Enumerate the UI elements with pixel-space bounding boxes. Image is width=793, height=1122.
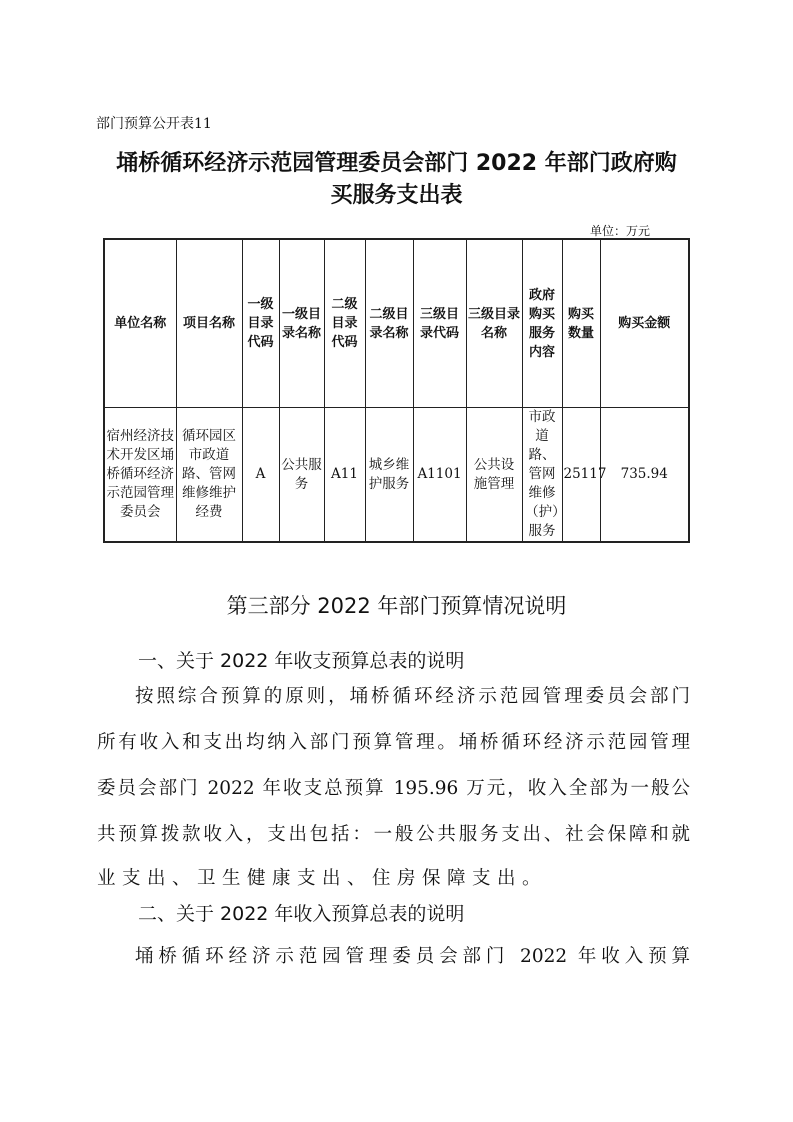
cell-l1-code: A bbox=[242, 408, 279, 543]
title-line-1: 埇桥循环经济示范园管理委员会部门 2022 年部门政府购 bbox=[116, 151, 677, 176]
cell-quantity: 25117 bbox=[562, 408, 600, 543]
purchase-services-table bbox=[103, 238, 690, 543]
header-cell: 二级目录代码 bbox=[324, 239, 365, 408]
section-heading-2: 二、关于 2022 年收入预算总表的说明 bbox=[138, 903, 465, 925]
title-line-2: 买服务支出表 bbox=[330, 183, 463, 208]
cell-l3-code: A1101 bbox=[413, 408, 466, 543]
header-cell: 一级目录代码 bbox=[242, 239, 279, 408]
page-title bbox=[90, 148, 703, 212]
header-cell: 项目名称 bbox=[176, 239, 242, 408]
cell-unit-name: 宿州经济技术开发区埇桥循环经济示范园管理委员会 bbox=[104, 408, 176, 543]
table-row bbox=[104, 408, 689, 543]
cell-l2-name: 城乡维护服务 bbox=[365, 408, 413, 543]
paragraph-line: 共预算拨款收入，支出包括：一般公共服务支出、社会保障和就 bbox=[97, 824, 690, 845]
paragraph-line: 埇桥循环经济示范园管理委员会部门 2022 年收入预算 bbox=[135, 946, 690, 967]
header-cell: 政府购买服务内容 bbox=[522, 239, 562, 408]
header-cell: 购买数量 bbox=[562, 239, 600, 408]
header-cell: 二级目录名称 bbox=[365, 239, 413, 408]
cell-project-name: 循环园区市政道路、管网维修维护经费 bbox=[176, 408, 242, 543]
document-label: 部门预算公开表11 bbox=[96, 116, 212, 132]
paragraph-line: 按照综合预算的原则，埇桥循环经济示范园管理委员会部门 bbox=[135, 686, 690, 707]
section-title: 第三部分 2022 年部门预算情况说明 bbox=[226, 594, 567, 618]
cell-l2-code: A11 bbox=[324, 408, 365, 543]
cell-amount: 735.94 bbox=[600, 408, 689, 543]
header-cell: 三级目录名称 bbox=[466, 239, 522, 408]
table-header-row bbox=[104, 239, 689, 408]
paragraph-line: 委员会部门 2022 年收支总预算 195.96 万元，收入全部为一般公 bbox=[97, 778, 690, 799]
paragraph-line: 业支出、卫生健康支出、住房保障支出。 bbox=[97, 868, 548, 889]
paragraph-line: 所有收入和支出均纳入部门预算管理。埇桥循环经济示范园管理 bbox=[97, 732, 690, 753]
cell-service-content: 市政道路、管网维修（护）服务 bbox=[522, 408, 562, 543]
cell-l3-name: 公共设施管理 bbox=[466, 408, 522, 543]
header-cell: 三级目录代码 bbox=[413, 239, 466, 408]
unit-label: 单位：万元 bbox=[590, 224, 651, 238]
cell-l1-name: 公共服务 bbox=[279, 408, 324, 543]
header-cell: 一级目录名称 bbox=[279, 239, 324, 408]
section-heading-1: 一、关于 2022 年收支预算总表的说明 bbox=[138, 650, 465, 672]
header-cell: 购买金额 bbox=[600, 239, 689, 408]
header-cell: 单位名称 bbox=[104, 239, 176, 408]
